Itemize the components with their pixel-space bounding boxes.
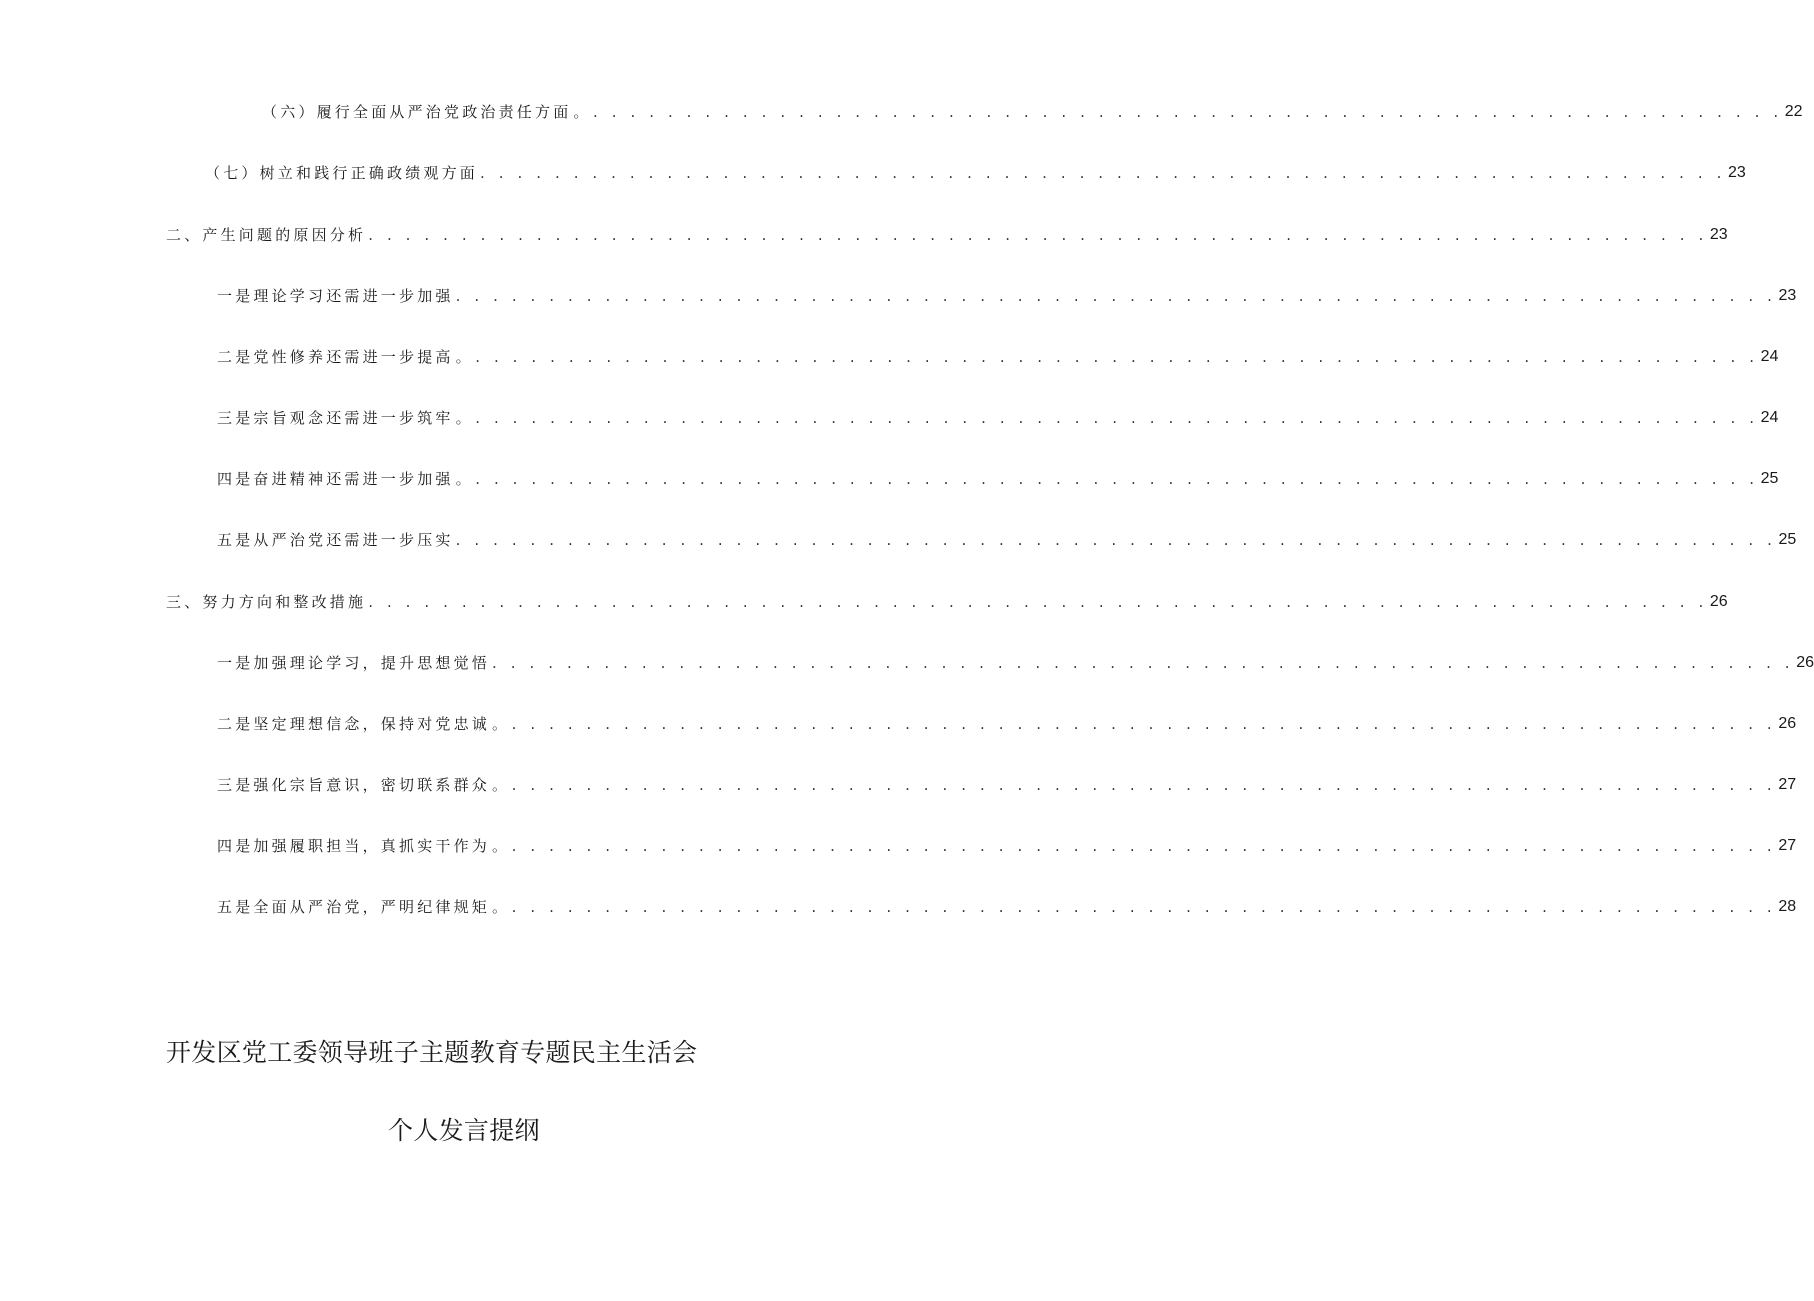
toc-entry-label: 一是加强理论学习，提升思想觉悟 [217, 654, 491, 672]
toc-entry-leader: 。. . . . . . . . . . . . . . . . . . . . . . . . . . . . . . . . . . . . . . . . . . . . . . . . . . . . . . . . . . . . . . . . . . . . [492, 898, 1777, 916]
toc-entry-leader: . . . . . . . . . . . . . . . . . . . . . . . . . . . . . . . . . . . . . . . . . . . . . . . . . . . . . . . . . . . . . . . . . . . . . . . [455, 287, 1777, 305]
toc-entry-3-2 [217, 711, 1797, 737]
toc-entry-page: 22 [1784, 103, 1803, 120]
toc-entry-leader: 。. . . . . . . . . . . . . . . . . . . . . . . . . . . . . . . . . . . . . . . . . . . . . . . . . . . . . . . . . . . . . . . . . . . . [492, 837, 1777, 855]
toc-entry-label: 五是全面从严治党，严明纪律规矩 [217, 898, 491, 916]
toc-entry-3-4 [217, 833, 1797, 859]
toc-entry-label: 二是党性修养还需进一步提高 [217, 348, 454, 366]
toc-entry-liu [262, 99, 1803, 125]
toc-entry-label: 三是强化宗旨意识，密切联系群众 [217, 776, 491, 794]
document-title-line-1: 开发区党工委领导班子主题教育专题民主生活会 [166, 1038, 698, 1067]
toc-entry-label: 四是奋进精神还需进一步加强 [217, 470, 454, 488]
toc-entry-leader: 。. . . . . . . . . . . . . . . . . . . . . . . . . . . . . . . . . . . . . . . . . . . . . . . . . . . . . . . . . . . . . . . . . . . . [492, 715, 1777, 733]
toc-entry-label: 一是理论学习还需进一步加强 [217, 287, 454, 305]
toc-entry-page: 27 [1778, 837, 1797, 854]
toc-entry-leader: . . . . . . . . . . . . . . . . . . . . . . . . . . . . . . . . . . . . . . . . . . . . . . . . . . . . . . . . . . . . . . . . . . . [480, 164, 1726, 182]
toc-entry-page: 24 [1760, 348, 1779, 365]
toc-entry-qi [205, 160, 1746, 186]
toc-entry-page: 26 [1796, 654, 1814, 671]
toc-entry-leader: . . . . . . . . . . . . . . . . . . . . . . . . . . . . . . . . . . . . . . . . . . . . . . . . . . . . . . . . . . . . . . . . . . . . . . . . [368, 226, 1708, 244]
toc-entry-leader: 。. . . . . . . . . . . . . . . . . . . . . . . . . . . . . . . . . . . . . . . . . . . . . . . . . . . . . . . . . . . . . . . . . . . . . [455, 409, 1759, 427]
toc-entry-2-2 [217, 344, 1779, 370]
toc-entry-label: 三是宗旨观念还需进一步筑牢 [217, 409, 454, 427]
toc-entry-2-5 [217, 527, 1797, 553]
toc-entry-2-1 [217, 283, 1797, 309]
toc-entry-label: 三、努力方向和整改措施 [166, 593, 367, 611]
toc-entry-section-3 [166, 589, 1728, 615]
toc-entry-page: 23 [1778, 287, 1797, 304]
toc-entry-label: 四是加强履职担当，真抓实干作为 [217, 837, 491, 855]
toc-entry-page: 23 [1727, 164, 1746, 181]
toc-entry-page: 23 [1709, 226, 1728, 243]
toc-entry-page: 25 [1760, 470, 1779, 487]
toc-entry-leader: . . . . . . . . . . . . . . . . . . . . . . . . . . . . . . . . . . . . . . . . . . . . . . . . . . . . . . . . . . . . . . . . . . . . . . . [455, 531, 1777, 549]
toc-entry-leader: . . . . . . . . . . . . . . . . . . . . . . . . . . . . . . . . . . . . . . . . . . . . . . . . . . . . . . . . . . . . . . . . . . . . . . [492, 654, 1795, 672]
document-title-line-2: 个人发言提纲 [388, 1116, 540, 1145]
toc-entry-3-1 [217, 650, 1814, 676]
toc-entry-2-3 [217, 405, 1779, 431]
toc-entry-page: 26 [1778, 715, 1797, 732]
toc-entry-2-4 [217, 466, 1779, 492]
toc-entry-page: 28 [1778, 898, 1797, 915]
toc-entry-3-3 [217, 772, 1797, 798]
toc-entry-page: 27 [1778, 776, 1797, 793]
toc-entry-leader: 。. . . . . . . . . . . . . . . . . . . . . . . . . . . . . . . . . . . . . . . . . . . . . . . . . . . . . . . . . . . . . . . . . . . . . [455, 470, 1759, 488]
toc-entry-leader: 。. . . . . . . . . . . . . . . . . . . . . . . . . . . . . . . . . . . . . . . . . . . . . . . . . . . . . . . . . . . . . . . . . . . . . [455, 348, 1759, 366]
toc-entry-label: 二是坚定理想信念，保持对党忠诚 [217, 715, 491, 733]
toc-entry-label: 二、产生问题的原因分析 [166, 226, 367, 244]
toc-entry-leader: 。. . . . . . . . . . . . . . . . . . . . . . . . . . . . . . . . . . . . . . . . . . . . . . . . . . . . . . . . . . . . . . . . [573, 103, 1783, 121]
toc-entry-page: 26 [1709, 593, 1728, 610]
toc-entry-label: （六）履行全面从严治党政治责任方面 [262, 103, 572, 121]
toc-entry-leader: 。. . . . . . . . . . . . . . . . . . . . . . . . . . . . . . . . . . . . . . . . . . . . . . . . . . . . . . . . . . . . . . . . . . . . [492, 776, 1777, 794]
toc-entry-leader: . . . . . . . . . . . . . . . . . . . . . . . . . . . . . . . . . . . . . . . . . . . . . . . . . . . . . . . . . . . . . . . . . . . . . . . . [368, 593, 1708, 611]
toc-entry-3-5 [217, 894, 1797, 920]
toc-entry-label: （七）树立和践行正确政绩观方面 [205, 164, 479, 182]
toc-entry-page: 24 [1760, 409, 1779, 426]
toc-entry-label: 五是从严治党还需进一步压实 [217, 531, 454, 549]
toc-entry-page: 25 [1778, 531, 1797, 548]
toc-entry-section-2 [166, 222, 1728, 248]
